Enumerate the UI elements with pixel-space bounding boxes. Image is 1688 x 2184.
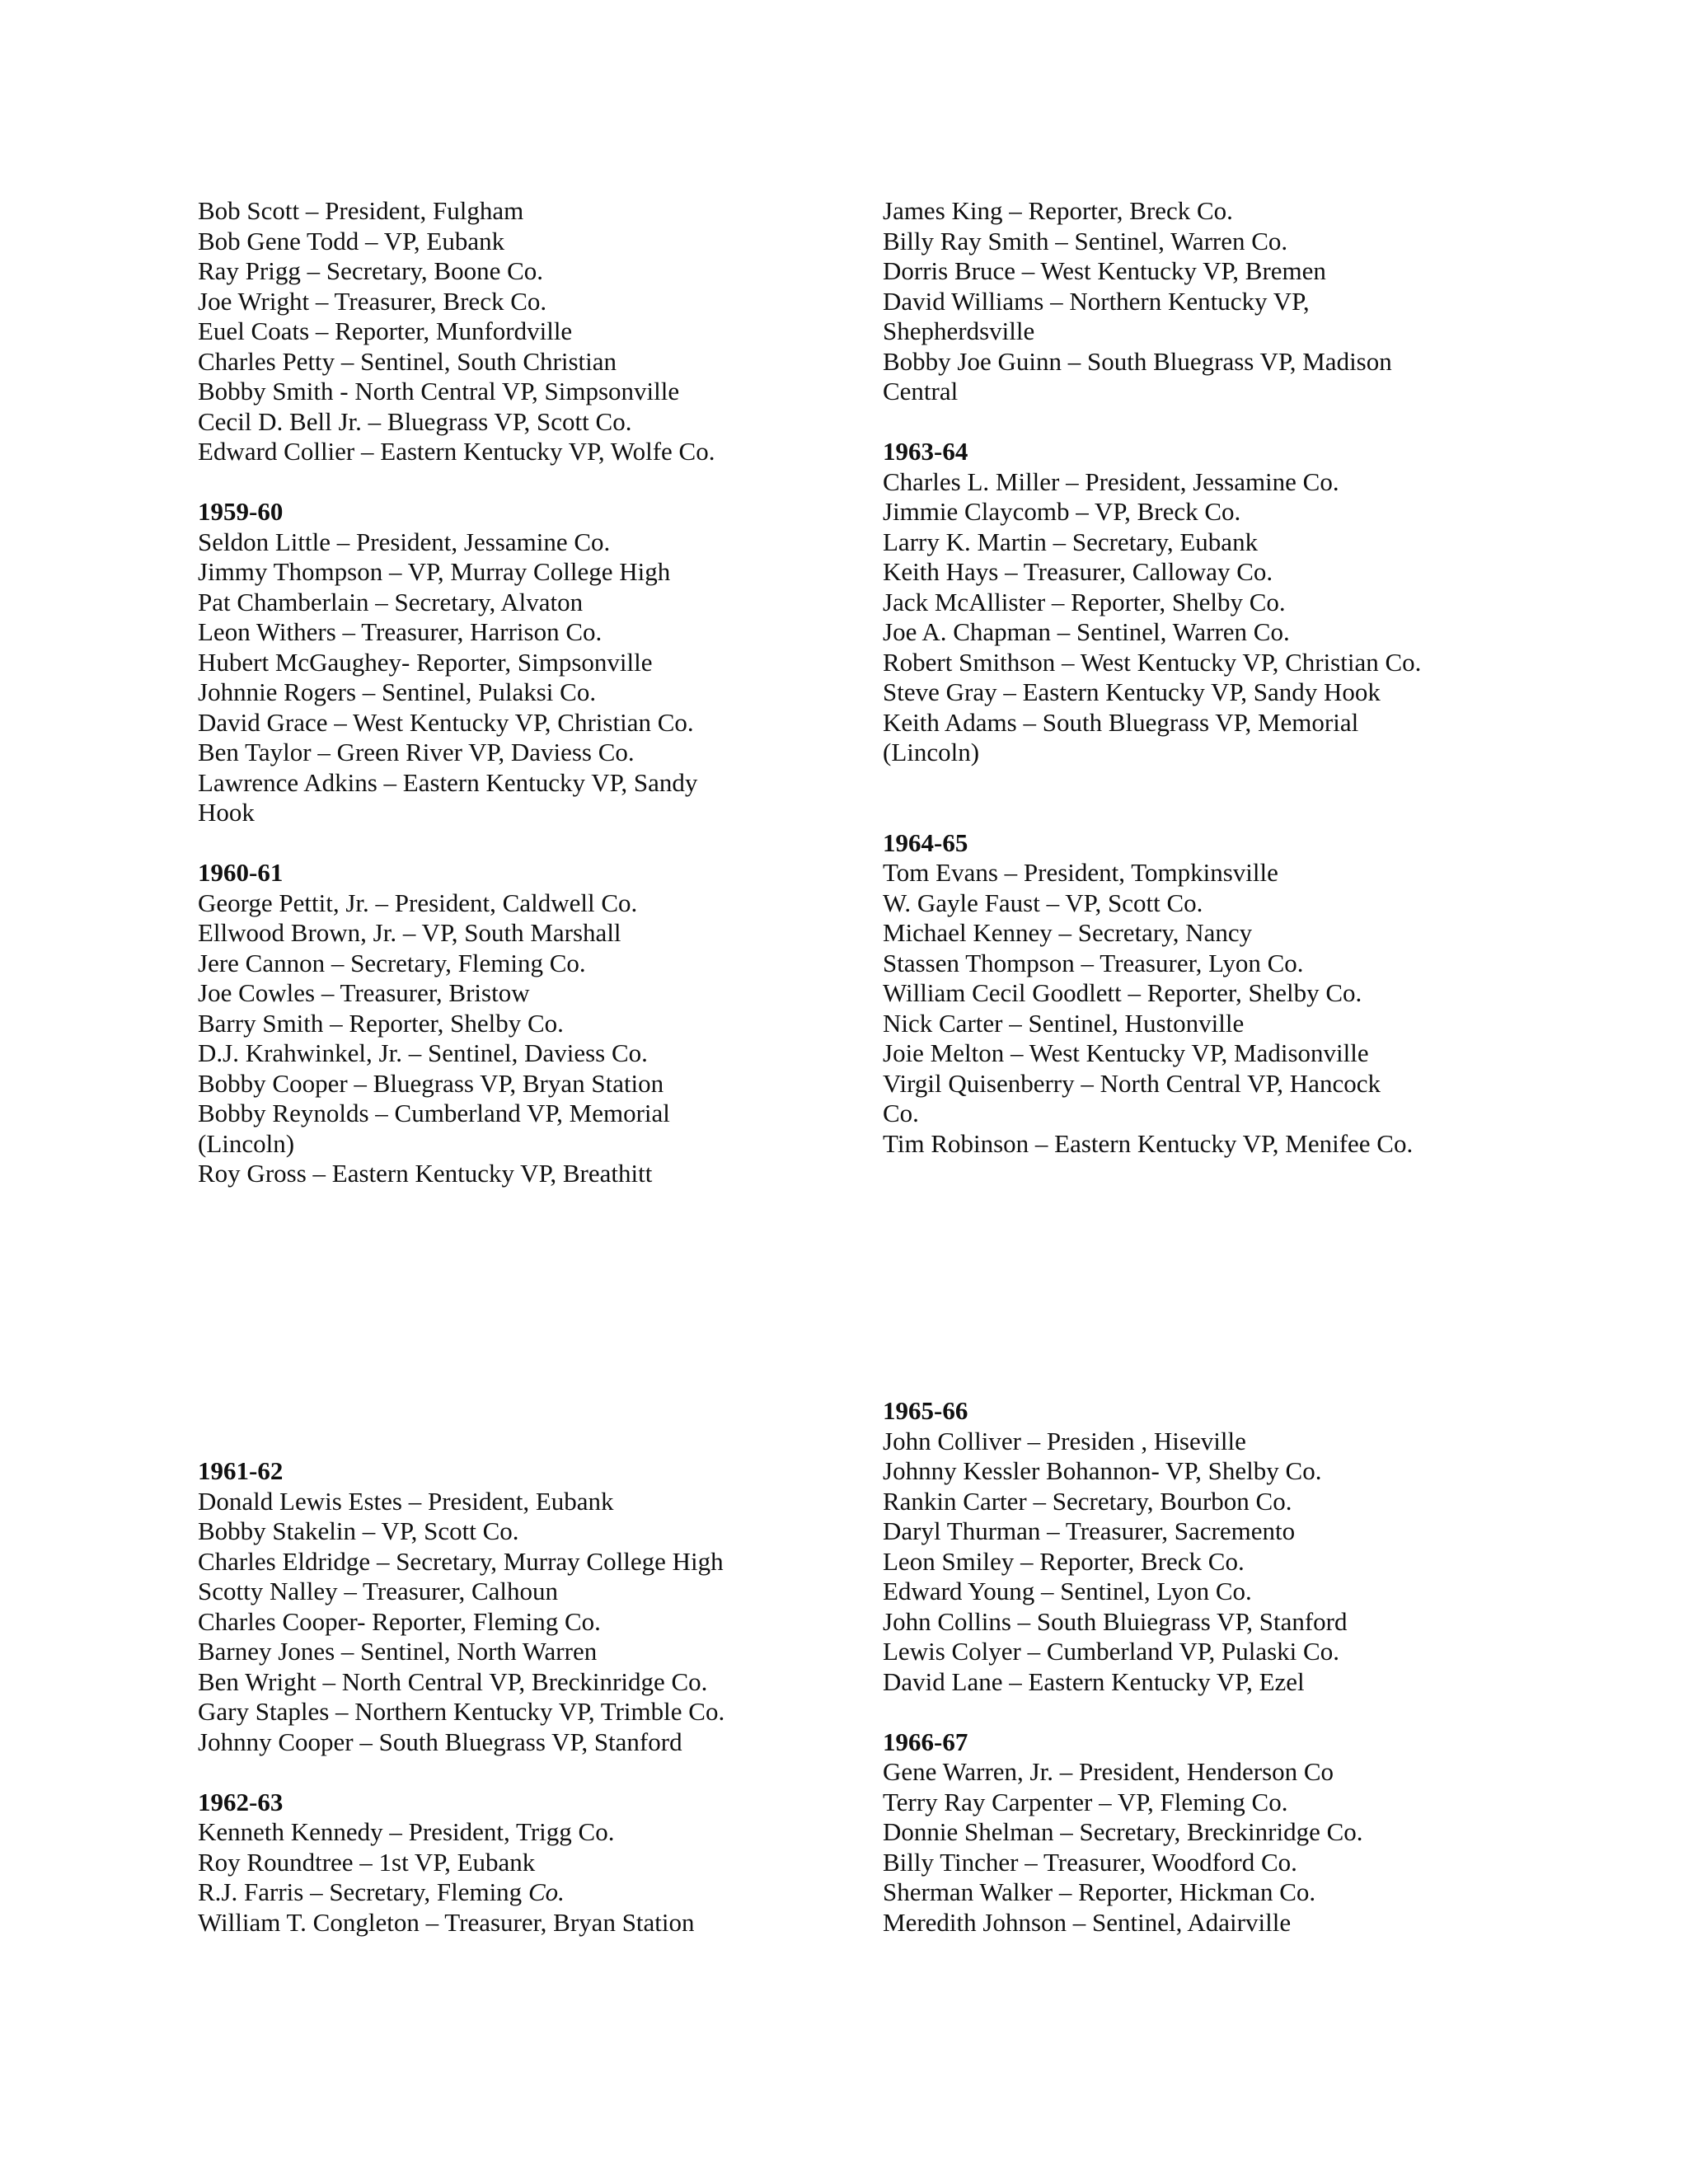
year-heading-1961-62: 1961-62 <box>198 1456 284 1485</box>
officer-line: Nick Carter – Sentinel, Hustonville <box>883 1008 1245 1038</box>
officer-line: Barry Smith – Reporter, Shelby Co. <box>198 1008 564 1038</box>
officer-line: Johnny Cooper – South Bluegrass VP, Stanford <box>198 1727 682 1756</box>
right-top-column <box>883 196 1559 1159</box>
officer-line: Donnie Shelman – Secretary, Breckinridge Co. <box>883 1817 1363 1846</box>
officer-line: Bobby Reynolds – Cumberland VP, Memorial <box>198 1099 670 1127</box>
officer-line: James King – Reporter, Breck Co. <box>883 196 1233 225</box>
section-gap <box>883 768 1559 799</box>
officer-line: Jimmie Claycomb – VP, Breck Co. <box>883 497 1241 526</box>
officer-line: Bobby Stakelin – VP, Scott Co. <box>198 1516 519 1545</box>
officer-line: Tom Evans – President, Tompkinsville <box>883 858 1278 887</box>
officer-line: Joe Cowles – Treasurer, Bristow <box>198 978 530 1007</box>
officer-line: Rankin Carter – Secretary, Bourbon Co. <box>883 1486 1292 1516</box>
officer-line: Jack McAllister – Reporter, Shelby Co. <box>883 587 1286 616</box>
officer-line: Cecil D. Bell Jr. – Bluegrass VP, Scott Co. <box>198 406 632 436</box>
officer-line: Bob Scott – President, Fulgham <box>198 196 524 225</box>
officer-line: Michael Kenney – Secretary, Nancy <box>883 918 1253 947</box>
officer-line: Lawrence Adkins – Eastern Kentucky VP, Sandy <box>198 767 698 797</box>
officer-line: William T. Congleton – Treasurer, Bryan Station <box>198 1907 695 1937</box>
officer-line: Terry Ray Carpenter – VP, Fleming Co. <box>883 1787 1288 1816</box>
officer-line-continued: Shepherdsville <box>883 316 1035 345</box>
officer-line: David Grace – West Kentucky VP, Christian Co. <box>198 707 694 737</box>
officer-line: Charles Petty – Sentinel, South Christian <box>198 346 617 376</box>
officer-line: Steve Gray – Eastern Kentucky VP, Sandy Hook <box>883 677 1381 706</box>
officer-line: Joie Melton – West Kentucky VP, Madisonville <box>883 1038 1369 1067</box>
officer-line: David Williams – Northern Kentucky VP, <box>883 286 1310 316</box>
officer-line: Edward Young – Sentinel, Lyon Co. <box>883 1577 1252 1605</box>
officer-line: Gary Staples – Northern Kentucky VP, Trimble Co. <box>198 1697 725 1726</box>
officer-line-continued: (Lincoln) <box>198 1128 295 1158</box>
officer-line: Joe Wright – Treasurer, Breck Co. <box>198 286 547 316</box>
section-gap <box>883 407 1559 438</box>
officer-line: Larry K. Martin – Secretary, Eubank <box>883 527 1259 556</box>
year-heading-1964-65: 1964-65 <box>883 827 968 857</box>
officer-line-continued: (Lincoln) <box>883 738 980 766</box>
officer-line: William Cecil Goodlett – Reporter, Shelby Co. <box>883 978 1362 1007</box>
section-gap <box>198 828 824 859</box>
officer-line-continued: Co. <box>883 1099 919 1127</box>
italic-suffix: Co. <box>528 1877 565 1906</box>
officer-line: Dorris Bruce – West Kentucky VP, Bremen <box>883 256 1326 285</box>
officer-line: Keith Hays – Treasurer, Calloway Co. <box>883 557 1273 586</box>
year-heading-1963-64: 1963-64 <box>883 437 968 466</box>
officer-line: Johnny Kessler Bohannon- VP, Shelby Co. <box>883 1456 1322 1485</box>
officer-line: John Collins – South Bluiegrass VP, Stanford <box>883 1606 1348 1636</box>
officer-line: Robert Smithson – West Kentucky VP, Christian Co. <box>883 647 1422 677</box>
left-top-column <box>198 196 824 1189</box>
officer-line: Leon Smiley – Reporter, Breck Co. <box>883 1546 1245 1576</box>
officer-line: Bob Gene Todd – VP, Eubank <box>198 226 505 255</box>
officer-line: John Colliver – Presiden , Hiseville <box>883 1426 1246 1455</box>
officer-line: Jere Cannon – Secretary, Fleming Co. <box>198 948 586 977</box>
officer-line: Ben Taylor – Green River VP, Daviess Co. <box>198 738 635 766</box>
officer-line: Roy Roundtree – 1st VP, Eubank <box>198 1847 536 1877</box>
officer-line: Bobby Cooper – Bluegrass VP, Bryan Station <box>198 1068 664 1098</box>
officer-line: Johnnie Rogers – Sentinel, Pulaksi Co. <box>198 677 597 706</box>
officer-line-text: R.J. Farris – Secretary, Fleming <box>198 1877 528 1906</box>
officer-line: Seldon Little – President, Jessamine Co. <box>198 527 611 556</box>
officer-line: Jimmy Thompson – VP, Murray College High <box>198 557 671 586</box>
officer-line: Ray Prigg – Secretary, Boone Co. <box>198 256 543 285</box>
officer-line: Joe A. Chapman – Sentinel, Warren Co. <box>883 617 1290 646</box>
section-gap <box>198 1757 824 1788</box>
officer-line: Bobby Joe Guinn – South Bluegrass VP, Madison <box>883 346 1392 376</box>
officer-line: Stassen Thompson – Treasurer, Lyon Co. <box>883 948 1304 977</box>
officer-line: Keith Adams – South Bluegrass VP, Memorial <box>883 707 1359 737</box>
officer-line: Pat Chamberlain – Secretary, Alvaton <box>198 587 584 616</box>
officer-line: Charles Eldridge – Secretary, Murray College High <box>198 1546 724 1576</box>
year-heading-1959-60: 1959-60 <box>198 497 284 526</box>
officer-line: Scotty Nalley – Treasurer, Calhoun <box>198 1577 559 1605</box>
section-gap <box>883 1697 1559 1727</box>
section-gap <box>198 467 824 498</box>
officer-line: Billy Tincher – Treasurer, Woodford Co. <box>883 1847 1297 1877</box>
officer-line <box>198 1877 824 1908</box>
officer-line: Edward Collier – Eastern Kentucky VP, Wolfe Co. <box>198 437 715 466</box>
officer-line: Leon Withers – Treasurer, Harrison Co. <box>198 617 603 646</box>
officer-line: George Pettit, Jr. – President, Caldwell Co. <box>198 888 638 917</box>
officer-line: W. Gayle Faust – VP, Scott Co. <box>883 888 1203 917</box>
officer-line: Barney Jones – Sentinel, North Warren <box>198 1637 598 1666</box>
officer-line: Kenneth Kennedy – President, Trigg Co. <box>198 1817 615 1846</box>
officer-line: Charles Cooper- Reporter, Fleming Co. <box>198 1606 601 1636</box>
officer-line: Hubert McGaughey- Reporter, Simpsonville <box>198 647 653 677</box>
officer-line: Charles L. Miller – President, Jessamine Co. <box>883 466 1339 496</box>
left-bottom-column <box>198 1456 824 1938</box>
officer-line: Meredith Johnson – Sentinel, Adairville <box>883 1907 1292 1937</box>
officer-line: Bobby Smith - North Central VP, Simpsonville <box>198 377 680 405</box>
officer-line: Billy Ray Smith – Sentinel, Warren Co. <box>883 226 1288 255</box>
officer-line: Euel Coats – Reporter, Munfordville <box>198 316 573 345</box>
right-bottom-column <box>883 1396 1559 1938</box>
officer-line: Lewis Colyer – Cumberland VP, Pulaski Co. <box>883 1637 1339 1666</box>
officer-line: Gene Warren, Jr. – President, Henderson Co <box>883 1757 1334 1786</box>
officer-line: Ben Wright – North Central VP, Breckinridge Co. <box>198 1666 708 1696</box>
officer-line-continued: Hook <box>198 798 255 827</box>
year-heading-1965-66: 1965-66 <box>883 1396 968 1425</box>
officer-line: David Lane – Eastern Kentucky VP, Ezel <box>883 1666 1305 1696</box>
officer-line: Sherman Walker – Reporter, Hickman Co. <box>883 1877 1316 1906</box>
officer-line: Ellwood Brown, Jr. – VP, South Marshall <box>198 918 621 947</box>
officer-line: Tim Robinson – Eastern Kentucky VP, Menifee Co. <box>883 1128 1414 1158</box>
year-heading-1962-63: 1962-63 <box>198 1787 284 1816</box>
officer-line: Daryl Thurman – Treasurer, Sacremento <box>883 1516 1296 1545</box>
officer-line: Roy Gross – Eastern Kentucky VP, Breathitt <box>198 1159 653 1188</box>
section-gap <box>883 798 1559 828</box>
officer-line: D.J. Krahwinkel, Jr. – Sentinel, Daviess Co. <box>198 1038 648 1067</box>
officer-line: Donald Lewis Estes – President, Eubank <box>198 1486 614 1516</box>
officer-line-continued: Central <box>883 377 959 405</box>
officer-line: Virgil Quisenberry – North Central VP, Hancock <box>883 1068 1381 1098</box>
year-heading-1960-61: 1960-61 <box>198 858 284 887</box>
year-heading-1966-67: 1966-67 <box>883 1727 968 1756</box>
